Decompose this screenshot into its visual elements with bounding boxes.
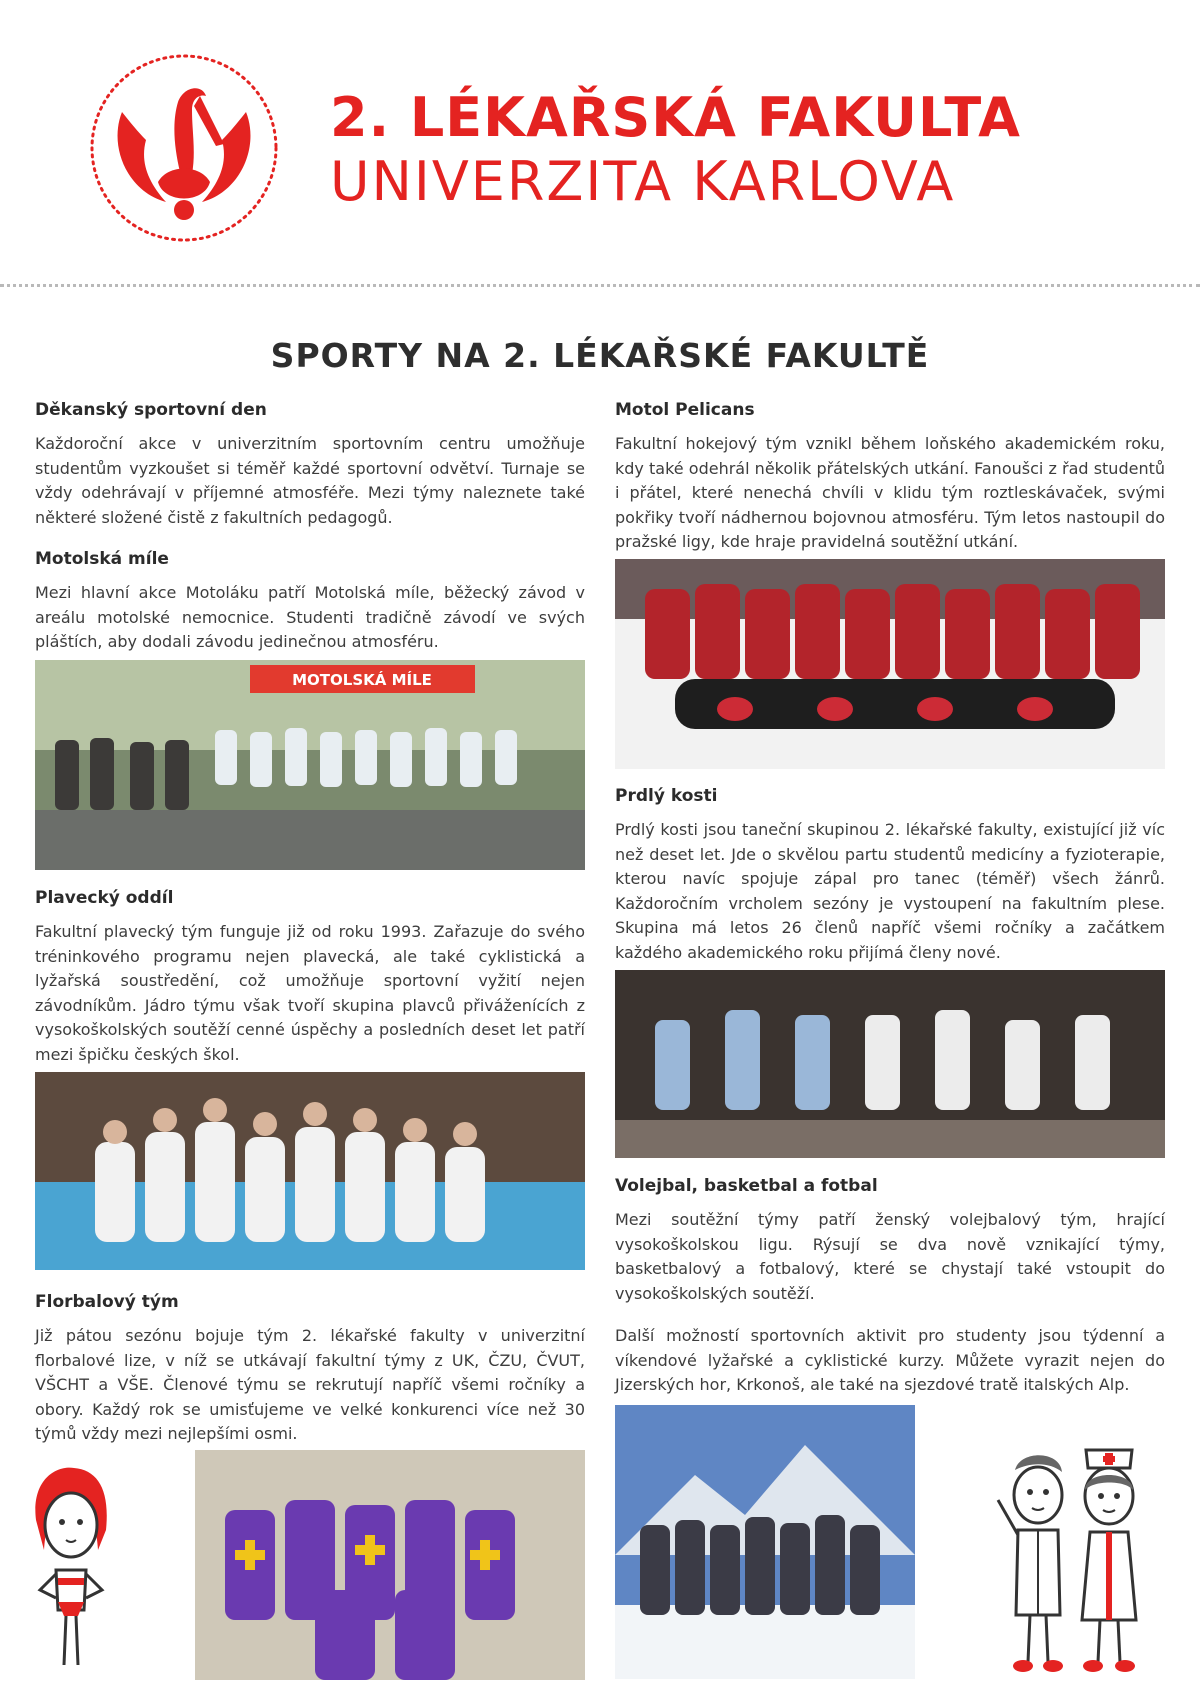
section-text-florbal: Již pátou sezónu bojuje tým 2. lékařské fakulty v univerzitní florbalové lize, v níž se utkávají fakultní týmy z UK, ČZU, ČVUT, VŠCHT a VŠE. Členové týmu se rekrutují napříč všemi ročníky a obory. Každý rok se umisťujeme ve velké konkurenci více než 30 týmů vždy mezi nejlepšími osmi. [35, 1326, 585, 1443]
section-heading-dekansky: Děkanský sportovní den [35, 400, 267, 420]
faculty-name: 2. LÉKAŘSKÁ FAKULTA [330, 86, 1021, 149]
section-heading-volejbal: Volejbal, basketbal a fotbal [615, 1176, 878, 1196]
university-name: UNIVERZITA KARLOVA [330, 150, 956, 213]
dotted-divider [0, 284, 1200, 287]
photo-plavecky-oddil [35, 1072, 585, 1270]
photo-motol-pelicans [615, 559, 1165, 769]
section-text-dalsi-moznosti: Další možností sportovních aktivit pro studenty jsou týdenní a víkendové lyžařské a cyklistické kurzy. Můžete vyrazit nejen do Jizerských hor, Krkonoš, ale také na sjezdové tratě italských Alp. [615, 1326, 1165, 1394]
section-heading-prdly-kosti: Prdlý kosti [615, 786, 718, 806]
section-text-dekansky: Každoroční akce v univerzitním sportovním centru umožňuje studentům vyzkoušet si téměř každé sportovní odvětví. Turnaje se vždy odehrávají v příjemné atmosféře. Mezi týmy naleznete také některé složené čistě z fakultních pedagogů. [35, 434, 585, 527]
banner-text: MOTOLSKÁ MÍLE [292, 671, 432, 689]
section-text-pelicans: Fakultní hokejový tým vznikl během loňského akademickém roku, kdy také odehrál několik přátelských utkání. Fanoušci z řad studentů i přátel, které nenechá chvíli v klidu tým roztleskávaček, svými pokřiky tvoří nádhernou bojovnou atmosféru. Tým letos nastoupil do pražské ligy, kde hraje pravidelná soutěžní utkání. [615, 434, 1165, 551]
section-text-motolska-mile: Mezi hlavní akce Motoláku patří Motolská míle, běžecký závod v areálu motolské nemocnice. Studenti tradičně závodí ve svých pláštích, aby dodali závodu jedinečnou atmosféru. [35, 583, 585, 651]
swimmer-girl-mascot-icon [26, 1460, 116, 1675]
section-text-prdly-kosti: Prdlý kosti jsou taneční skupinou 2. lékařské fakulty, existující již víc než deset let. Jde o skvělou partu studentů medicíny a fyzioterapie, kterou navíc spojuje zápal pro tanec (téměř) všech žánrů. Každoročním vrcholem sezóny je vystoupení na fakultním plese. Skupina má letos 26 členů napříč všemi ročníky a začátkem každého akademického roku přijímá členy nové. [615, 820, 1165, 962]
photo-florbalovy-tym [195, 1450, 585, 1680]
section-heading-plavecky: Plavecký oddíl [35, 888, 174, 908]
section-heading-pelicans: Motol Pelicans [615, 400, 755, 420]
pelican-seal-icon [88, 52, 280, 244]
photo-prdly-kosti [615, 970, 1165, 1158]
page-title: SPORTY NA 2. LÉKAŘSKÉ FAKULTĚ [270, 336, 930, 375]
section-text-volejbal: Mezi soutěžní týmy patří ženský volejbalový tým, hrající vysokoškolskou ligu. Rýsují se dva nově vznikající týmy, basketbalový a fotbalový, které se chystají také vstoupit do vysokoškolských soutěží. [615, 1210, 1165, 1303]
section-heading-florbal: Florbalový tým [35, 1292, 179, 1312]
photo-lyzarsky-kurz [615, 1405, 915, 1679]
section-heading-motolska-mile: Motolská míle [35, 549, 169, 569]
section-text-plavecky: Fakultní plavecký tým funguje již od roku 1993. Zařazuje do svého tréninkového programu nejen plavecká, ale také cyklistická a lyžařská soustředění, což umožňuje sportovní vyžití nejen závodníkům. Jádro týmu však tvoří skupina plavců přiváženících z vysokoškolských soutěží cenné úspěchy a posledních deset let patří mezi špičku českých škol. [35, 922, 585, 1064]
photo-motolska-mile [35, 660, 585, 870]
doctor-and-nurse-mascot-icon [990, 1440, 1160, 1680]
